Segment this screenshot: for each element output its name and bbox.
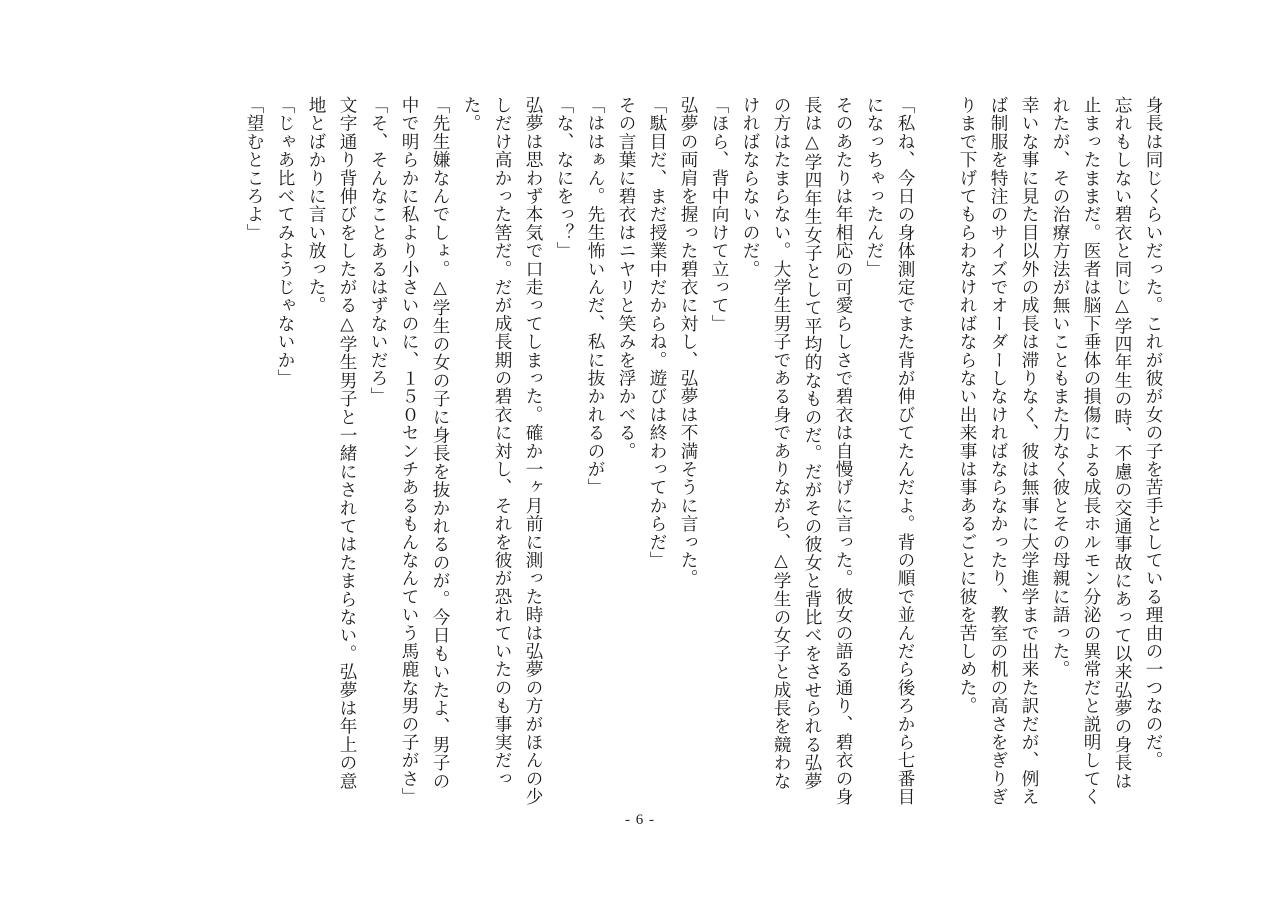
- paragraph: 身長は同じくらいだった。これが彼が女の子を苦手としている理由の一つなのだ。: [1143, 96, 1163, 770]
- paragraph: そのあたりは年相応の可愛らしさで碧衣は自慢げに言った。彼女の語る通り、碧衣の身長は△学四年生女子として平均的なものだ。だがその彼女と背比べをさせられる弘夢の方はたまらない。大学生男子である身でありながら、△学生の女子と成長を競わなければならないのだ。: [740, 96, 853, 806]
- dialogue-line: 「私ね、今日の身体測定でまた背が伸びてたんだよ。背の順で並んだら後ろから七番目になっちゃったんだ」: [864, 96, 915, 806]
- paragraph: 忘れもしない碧衣と同じ△学四年生の時、不慮の交通事故にあって以来弘夢の身長は止まったままだ。医者は脳下垂体の損傷による成長ホルモン分泌の異常だと説明してくれたが、その治療方法が無いこともまた力なく彼とその母親に語った。: [1050, 96, 1132, 806]
- vertical-text-block: [108, 96, 1168, 806]
- page-number: - 6 -: [625, 812, 655, 828]
- dialogue-line: 「駄目だ、まだ授業中だからね。遊びは終わってからだ」: [647, 96, 667, 570]
- paragraph: 弘夢は思わず本気で口走ってしまった。確か一ヶ月前に測った時は弘夢の方がほんの少しだけ高かった筈だ。だが成長期の碧衣に対し、それを彼が恐れていたのも事実だった。: [461, 96, 543, 806]
- dialogue-line: 「な、なにをっ？」: [554, 96, 574, 260]
- dialogue-line: 「じゃあ比べてみようじゃないか」: [275, 96, 295, 388]
- dialogue-line: 「ほら、背中向けて立って」: [709, 96, 729, 333]
- paragraph: 幸いな事に見た目以外の成長は滞りなく、彼は無事に大学進学まで出来た訳だが、例えば制服を特注のサイズでオーダーしなければならなかったり、教室の机の高さをぎりぎりまで下げてもらわなければならない出来事は事あるごとに彼を苦しめた。: [957, 96, 1039, 806]
- paragraph: 弘夢の両肩を握った碧衣に対し、弘夢は不満そうに言った。: [678, 96, 698, 588]
- dialogue-line: 「先生嫌なんでしょ。△学生の女の子に身長を抜かれるのが。今日もいたよ、男子の中で明らかに私より小さいのに、１５０センチあるもんなんていう馬鹿な男の子がさ」: [399, 96, 450, 806]
- dialogue-line: 「そ、そんなことあるはずないだろ」: [368, 96, 388, 406]
- dialogue-line: 「ははぁん。先生怖いんだ、私に抜かれるのが」: [585, 96, 605, 497]
- paragraph: その言葉に碧衣はニヤリと笑みを浮かべる。: [616, 96, 636, 460]
- dialogue-line: 「望むところよ」: [244, 96, 264, 242]
- paragraph: 文字通り背伸びをしたがる△学生男子と一緒にされてはたまらない。弘夢は年上の意地とばかりに言い放った。: [306, 96, 357, 790]
- blank-line: [920, 96, 951, 806]
